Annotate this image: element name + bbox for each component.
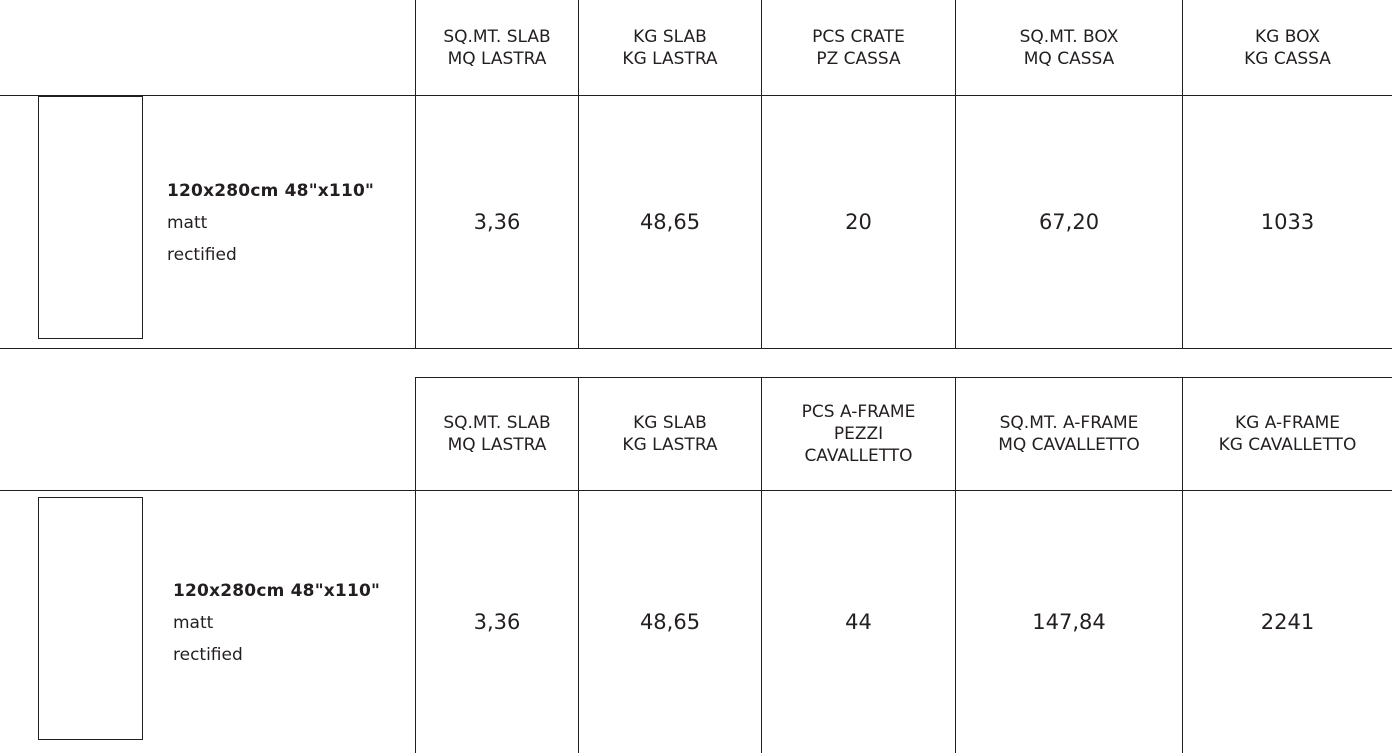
value-kg-a-frame: 2241 <box>1260 610 1315 634</box>
header-pcs-a-frame: PCS A-FRAME PEZZI CAVALLETTO <box>801 402 916 466</box>
product-description <box>167 180 374 266</box>
value-sqmt-box: 67,20 <box>1038 210 1100 234</box>
value-pcs-a-frame: 44 <box>845 610 872 634</box>
product-edge: rectified <box>173 645 243 665</box>
table-top-border <box>415 377 1392 378</box>
header-sqmt-a-frame: SQ.MT. A-FRAME MQ CAVALLETTO <box>998 413 1140 455</box>
slab-shape-icon <box>38 96 143 339</box>
header-sqmt-box: SQ.MT. BOX MQ CASSA <box>1019 27 1119 69</box>
slab-shape-icon <box>38 497 143 740</box>
product-description <box>173 580 380 666</box>
product-finish: matt <box>167 213 208 233</box>
value-sqmt-slab: 3,36 <box>473 610 521 634</box>
product-size: 120x280cm 48"x110" <box>173 581 381 601</box>
header-sqmt-slab: SQ.MT. SLAB MQ LASTRA <box>443 413 551 455</box>
header-sqmt-slab: SQ.MT. SLAB MQ LASTRA <box>443 27 551 69</box>
value-pcs-crate: 20 <box>845 210 872 234</box>
value-sqmt-a-frame: 147,84 <box>1032 610 1106 634</box>
header-kg-a-frame: KG A-FRAME KG CAVALLETTO <box>1218 413 1357 455</box>
header-kg-box: KG BOX KG CASSA <box>1244 27 1331 69</box>
table-bottom-border <box>0 348 1392 349</box>
value-kg-slab: 48,65 <box>639 210 701 234</box>
product-size: 120x280cm 48"x110" <box>167 181 375 201</box>
header-kg-slab: KG SLAB KG LASTRA <box>622 413 718 455</box>
header-pcs-crate: PCS CRATE PZ CASSA <box>812 27 905 69</box>
value-kg-slab: 48,65 <box>639 610 701 634</box>
product-edge: rectified <box>167 245 237 265</box>
value-sqmt-slab: 3,36 <box>473 210 521 234</box>
value-kg-box: 1033 <box>1260 210 1315 234</box>
header-kg-slab: KG SLAB KG LASTRA <box>622 27 718 69</box>
product-finish: matt <box>173 613 214 633</box>
